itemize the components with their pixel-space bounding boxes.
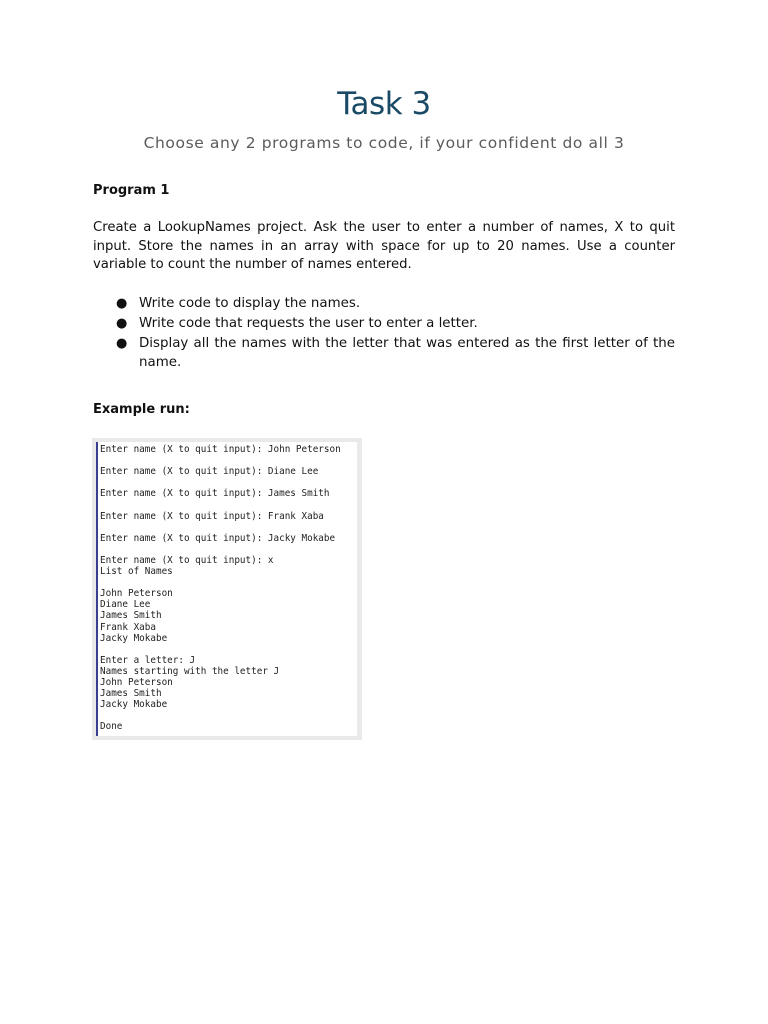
console-screenshot bbox=[92, 438, 362, 740]
console-line: Enter name (X to quit input): Jacky Mokabe bbox=[100, 532, 336, 544]
list-item-text: Write code that requests the user to enter a letter. bbox=[139, 316, 478, 331]
console-line: Done bbox=[100, 721, 123, 733]
console-line bbox=[100, 499, 357, 510]
console-line: Enter name (X to quit input): James Smith bbox=[100, 488, 330, 500]
bullet-icon: ● bbox=[116, 316, 128, 331]
example-heading: Example run: bbox=[93, 402, 190, 417]
console-line: James Smith bbox=[100, 688, 162, 700]
console-line: Enter name (X to quit input): John Peterson bbox=[100, 444, 341, 455]
console-line: Enter name (X to quit input): x bbox=[100, 554, 274, 566]
console-line: James Smith bbox=[100, 610, 162, 622]
console-line bbox=[100, 455, 357, 466]
console-line bbox=[100, 522, 357, 533]
console-line: John Peterson bbox=[100, 588, 173, 600]
console-line: List of Names bbox=[100, 566, 173, 578]
list-item-text: Display all the names with the letter that was entered as the first letter of the name. bbox=[139, 336, 675, 370]
bullet-icon: ● bbox=[116, 296, 128, 311]
console-line: Diane Lee bbox=[100, 599, 151, 611]
console-line: Enter name (X to quit input): Frank Xaba bbox=[100, 510, 324, 522]
console-output bbox=[96, 442, 357, 736]
list-item bbox=[93, 314, 675, 333]
console-line: Names starting with the letter J bbox=[100, 665, 280, 677]
console-line: Frank Xaba bbox=[100, 621, 156, 633]
page-title: Task 3 bbox=[337, 86, 431, 122]
console-line bbox=[100, 644, 357, 655]
console-line: Enter a letter: J bbox=[100, 654, 196, 666]
list-item-text: Write code to display the names. bbox=[139, 296, 361, 311]
console-line: John Peterson bbox=[100, 676, 173, 688]
console-line: Jacky Mokabe bbox=[100, 632, 168, 644]
program-description: Create a LookupNames project. Ask the user to enter a number of names, X to quit input. Store the names in an array with space for up to 20 names. Use a counter variable to count the number of names entered. bbox=[93, 220, 675, 272]
list-item bbox=[93, 294, 675, 313]
console-line: Enter name (X to quit input): Diane Lee bbox=[100, 466, 319, 478]
console-line bbox=[100, 710, 357, 721]
bullet-icon: ● bbox=[116, 336, 128, 351]
program-heading: Program 1 bbox=[93, 183, 170, 198]
console-line: Jacky Mokabe bbox=[100, 699, 168, 711]
page-subtitle: Choose any 2 programs to code, if your confident do all 3 bbox=[143, 134, 625, 152]
console-line bbox=[100, 577, 357, 588]
console-line bbox=[100, 544, 357, 555]
list-item bbox=[93, 334, 675, 372]
requirements-list bbox=[93, 294, 675, 373]
console-line bbox=[100, 477, 357, 488]
